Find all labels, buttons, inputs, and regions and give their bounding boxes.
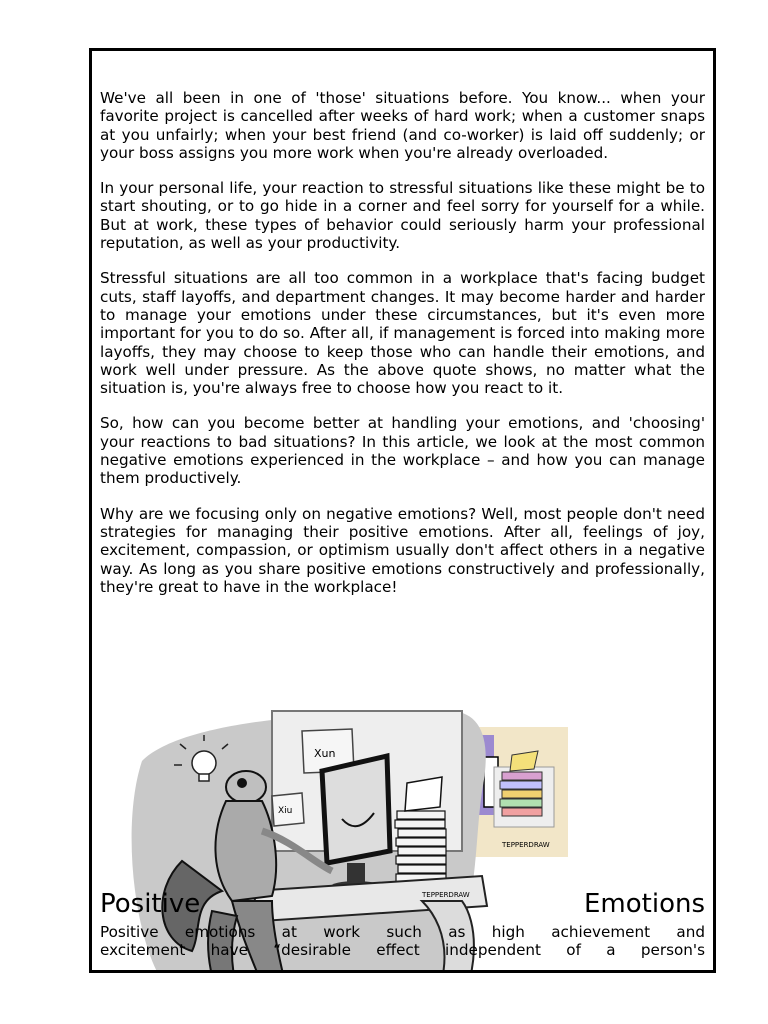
cartoon-signature: TEPPERDRAW: [422, 891, 470, 899]
article-body: [100, 89, 705, 613]
paragraph-1: We've all been in one of 'those' situations before. You know... when your favorite project is cancelled after weeks of hard work; when a customer snaps at you unfairly; when your best friend (and co-worker) is laid off suddenly; or your boss assigns you more work when you're already overloaded.: [100, 89, 705, 162]
section-line-1: Positive emotions at work such as high achievement and: [100, 923, 705, 941]
note-2-text: Xiu: [278, 806, 293, 816]
paragraph-5: Why are we focusing only on negative emotions? Well, most people don't need strategies for managing their positive emotions. After all, feelings of joy, excitement, compassion, or optimism usually don't affect others in a negative way. As long as you share positive emotions constructively and professionally, they're great to have in the workplace!: [100, 504, 705, 596]
heading-emotions: Emotions: [583, 889, 705, 919]
small-signature: TEPPERDRAW: [502, 841, 550, 849]
section-line-2: excitement have “desirable effect independent of a person's: [100, 941, 705, 960]
paragraph-4: So, how can you become better at handling your emotions, and 'choosing' your reactions to bad situations? In this article, we look at the most common negative emotions experienced in the workplace – and how you can manage them productively.: [100, 414, 705, 488]
board-note-text: Xun: [314, 747, 336, 760]
paragraph-2: In your personal life, your reaction to stressful situations like these might be to start shouting, or to go hide in a corner and feel sorry for yourself for a while. But at work, these types of behavior could seriously harm your professional reputation, as well as your productivity.: [100, 179, 705, 253]
page-frame: [89, 48, 716, 973]
section-text: [100, 923, 705, 960]
paragraph-3: Stressful situations are all too common in a workplace that's facing budget cuts, staff layoffs, and department changes. It may become harder and harder to manage your emotions under these circumstances, but it's even more important for you to do so. After all, if management is forced into making more layoffs, they may choose to keep those who can handle their emotions, and work well under pressure. As the above quote shows, no matter what the situation is, you're always free to choose how you react to it.: [100, 269, 705, 398]
heading-positive: Positive: [100, 889, 201, 919]
section-heading: [100, 889, 705, 919]
